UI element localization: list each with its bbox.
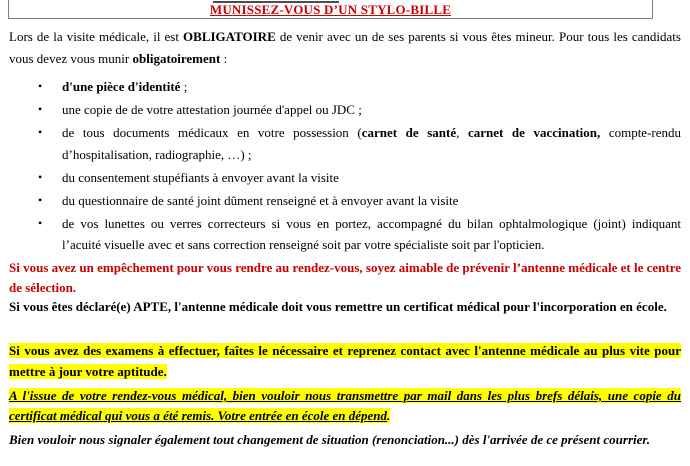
highlighted-certificate-text: A l'issue de votre rendez-vous médical, bien vouloir nous transmettre par mail dans les plus brefs délais, une copie du certificat médical qui vous a été remis. Votre entrée en école en dépend [9,388,681,423]
list-item-text: compte-rendu d’hospitalisation, radiographie, …) ; [62,125,682,162]
highlighted-exams-notice [9,340,681,382]
list-item-emphasis: carnet de santé [361,125,457,140]
notice-impediment: Si vous avez un empêchement pour vous rendre au rendez-vous, soyez aimable de prévenir l’antenne médicale et le centre de sélection. [9,260,681,295]
list-item [38,167,681,189]
list-item-text: , [456,125,468,140]
bullet-icon: • [38,192,43,207]
list-item-emphasis: carnet de vaccination, [467,125,601,140]
list-item [38,122,681,165]
intro-text: : [220,51,228,66]
bullet-icon: • [38,79,43,93]
list-item-text: une copie de de votre attestation journée d'appel ou JDC ; [62,102,362,117]
notice-apte-certificate: Si vous êtes déclaré(e) APTE, l'antenne médicale doit vous remettre un certificat médical pour l'incorporation en école. [9,299,667,314]
closing-paragraph: Bien vouloir nous signaler également tout changement de situation (renonciation...) dès l'arrivée de ce présent courrier. [9,432,650,447]
highlighted-certificate-notice [9,386,681,426]
intro-text: de venir avec un de ses parents si vous êtes mineur. Pour tous les candidats vous devez vous munir [9,29,681,66]
list-item-text: du questionnaire de santé joint dûment renseigné et à envoyer avant la visite [62,192,459,208]
intro-paragraph [9,26,681,70]
bullet-icon: • [38,169,43,184]
list-item [38,213,681,256]
list-item [38,76,681,98]
list-item-text: de tous documents médicaux en votre possession ( [62,125,362,140]
bullet-icon: • [38,215,43,230]
highlighted-exams-text: Si vous avez des examens à effectuer, faîtes le nécessaire et reprenez contact avec l'antenne médicale au plus vite pour mettre à jour votre aptitude. [9,343,681,379]
intro-text: Lors de la visite médicale, il est [9,29,184,44]
document-title: MUNISSEZ-VOUS D’UN STYLO-BILLE [209,1,452,17]
required-items-list [9,76,681,257]
list-item-text: de vos lunettes ou verres correcteurs si vous en portez, accompagné du bilan ophtalmologique (joint) indiquant l’acuité visuelle avec et sans correction renseigné soit par votre spécialiste soit par l'opticien. [62,215,681,252]
list-item-text: du consentement stupéfiants à envoyer avant la visite [62,169,339,185]
list-item [38,99,681,121]
highlighted-certificate-period: . [387,408,391,423]
intro-emphasis-obligatoire: OBLIGATOIRE [183,29,276,44]
list-item-text: d'une pièce d'identité [62,79,181,94]
list-item [38,190,681,212]
intro-emphasis-obligatoirement: obligatoirement [132,51,221,66]
list-item-text: ; [180,79,188,94]
title-box [8,0,653,19]
bullet-icon: • [38,102,43,116]
bullet-icon: • [38,125,43,139]
